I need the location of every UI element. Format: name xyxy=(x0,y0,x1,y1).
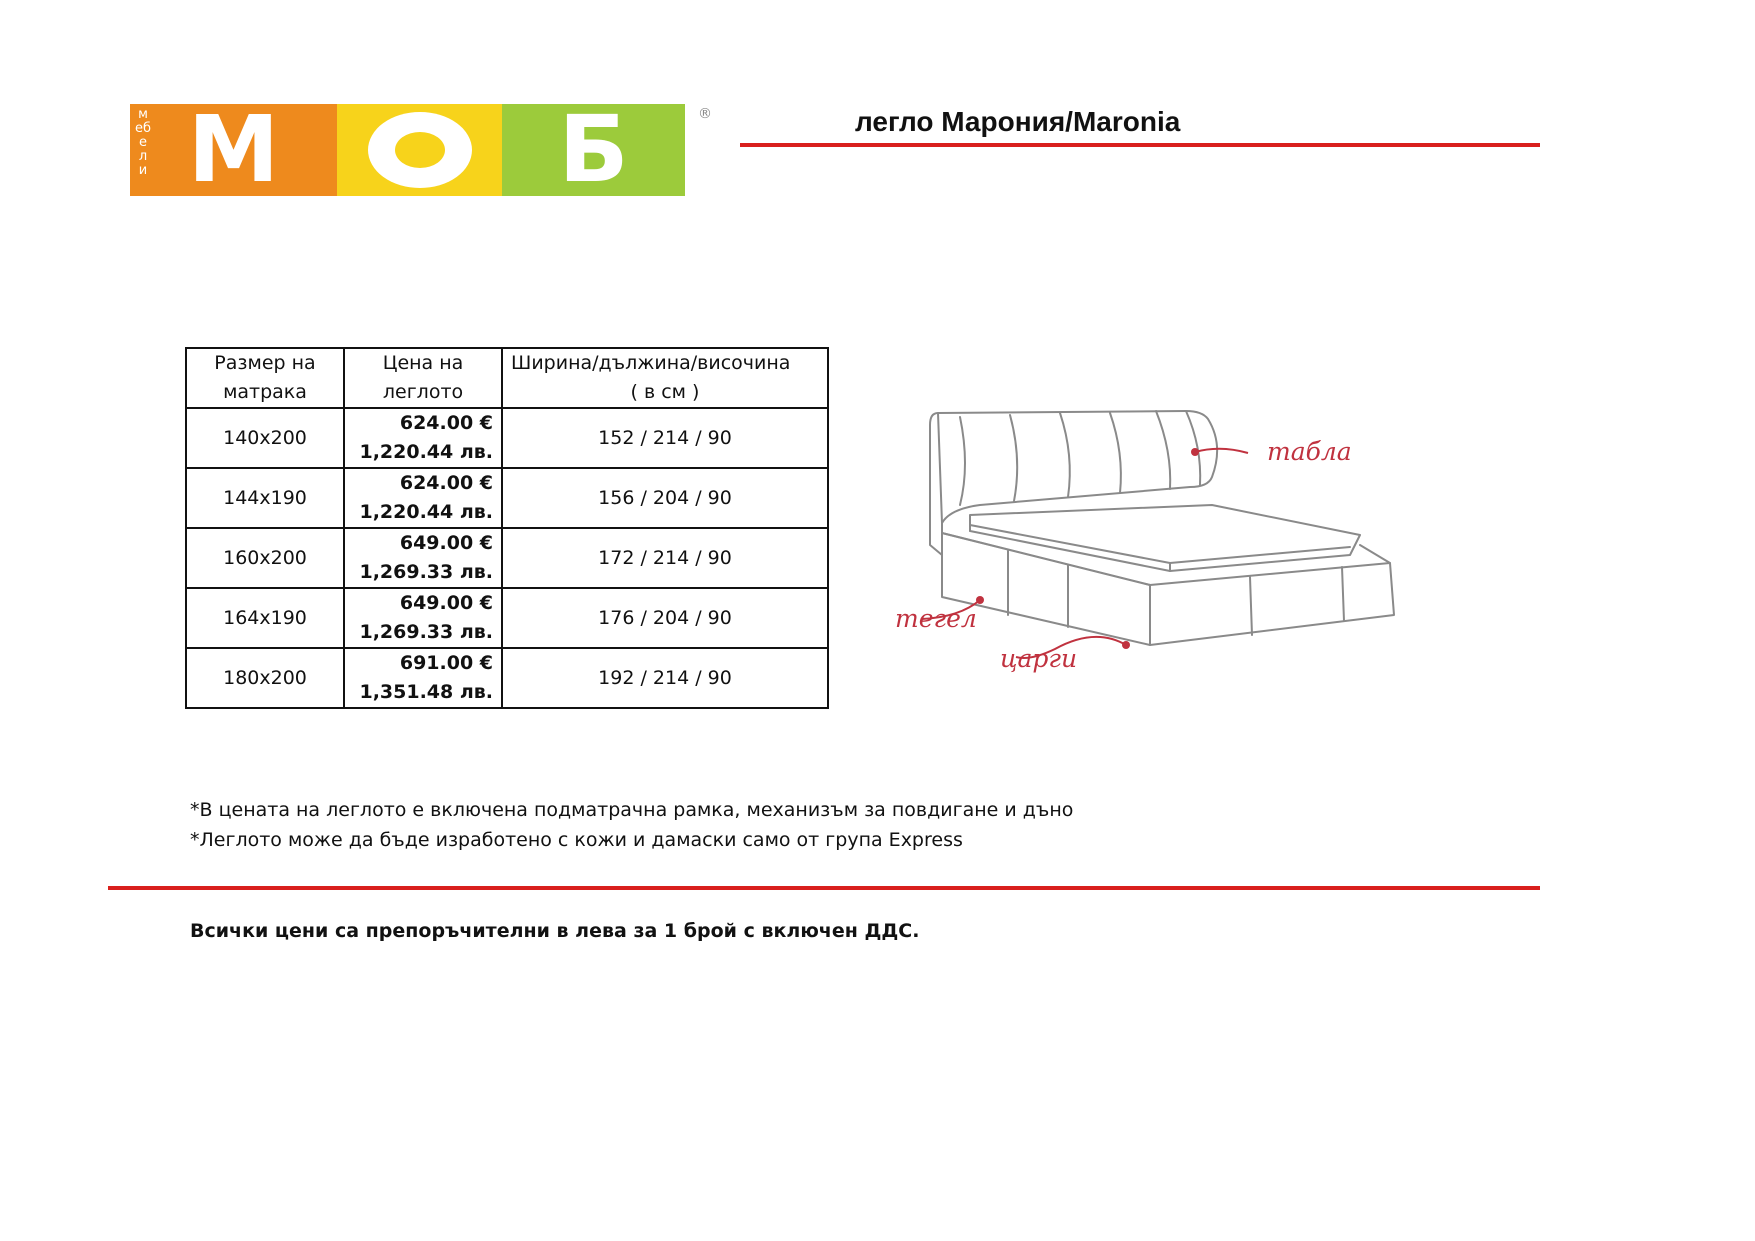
logo-vertical-text: мебели xyxy=(135,107,152,178)
cell-dimensions: 176 / 204 / 90 xyxy=(502,588,828,648)
size-price-table xyxy=(185,347,829,709)
table-row xyxy=(186,588,828,648)
table-row xyxy=(186,408,828,468)
cell-dimensions: 172 / 214 / 90 xyxy=(502,528,828,588)
table-header-row xyxy=(186,348,828,408)
table-row xyxy=(186,528,828,588)
price-eur: 624.00 € xyxy=(399,472,493,494)
price-eur: 624.00 € xyxy=(399,412,493,434)
table-row xyxy=(186,468,828,528)
cell-price xyxy=(344,468,502,528)
brand-logo xyxy=(130,96,694,203)
title-divider xyxy=(740,143,1540,147)
logo-letter-b: Б xyxy=(558,96,629,203)
label-drawer: тегел xyxy=(895,604,977,633)
cell-size: 160x200 xyxy=(186,528,344,588)
cell-size: 180x200 xyxy=(186,648,344,708)
cell-size: 140x200 xyxy=(186,408,344,468)
registered-mark: ® xyxy=(698,106,712,122)
price-disclaimer: Всички цени са препоръчителни в лева за 1 брой с включен ДДС. xyxy=(190,920,920,942)
header-dimensions xyxy=(502,348,828,408)
header-dims-line1: Ширина/дължина/височина xyxy=(511,352,791,374)
label-rails: царги xyxy=(1000,644,1078,673)
header-price xyxy=(344,348,502,408)
price-bgn: 1,220.44 лв. xyxy=(359,501,493,523)
bed-illustration xyxy=(890,405,1530,695)
cell-size: 144x190 xyxy=(186,468,344,528)
logo-green-block xyxy=(502,96,685,203)
header-size-line1: Размер на xyxy=(214,352,316,374)
cell-size: 164x190 xyxy=(186,588,344,648)
logo-orange-block xyxy=(130,96,337,203)
header-price-line1: Цена на xyxy=(382,352,464,374)
logo-yellow-block xyxy=(337,104,502,196)
cell-dimensions: 152 / 214 / 90 xyxy=(502,408,828,468)
logo-letter-m: М xyxy=(187,96,280,203)
price-eur: 649.00 € xyxy=(399,592,493,614)
cell-price xyxy=(344,588,502,648)
note-included-items: *В цената на леглото е включена подматрачна рамка, механизъм за повдигане и дъно xyxy=(190,799,1074,821)
cell-dimensions: 156 / 204 / 90 xyxy=(502,468,828,528)
label-headboard: табла xyxy=(1267,437,1352,466)
cell-dimensions: 192 / 214 / 90 xyxy=(502,648,828,708)
price-bgn: 1,351.48 лв. xyxy=(359,681,493,703)
cell-price xyxy=(344,528,502,588)
logo-letter-o xyxy=(368,112,472,188)
price-bgn: 1,269.33 лв. xyxy=(359,561,493,583)
price-bgn: 1,269.33 лв. xyxy=(359,621,493,643)
header-mattress-size xyxy=(186,348,344,408)
header-size-line2: матрака xyxy=(223,381,307,403)
cell-price xyxy=(344,648,502,708)
page-title: легло Марония/Maronia xyxy=(855,106,1181,137)
price-eur: 691.00 € xyxy=(399,652,493,674)
price-bgn: 1,220.44 лв. xyxy=(359,441,493,463)
footer-divider xyxy=(108,886,1540,890)
note-upholstery: *Леглото може да бъде изработено с кожи и дамаски само от група Express xyxy=(190,829,963,851)
header-price-line2: леглото xyxy=(382,381,464,403)
cell-price xyxy=(344,408,502,468)
table-row xyxy=(186,648,828,708)
price-eur: 649.00 € xyxy=(399,532,493,554)
header-dims-line2: ( в см ) xyxy=(630,381,700,403)
